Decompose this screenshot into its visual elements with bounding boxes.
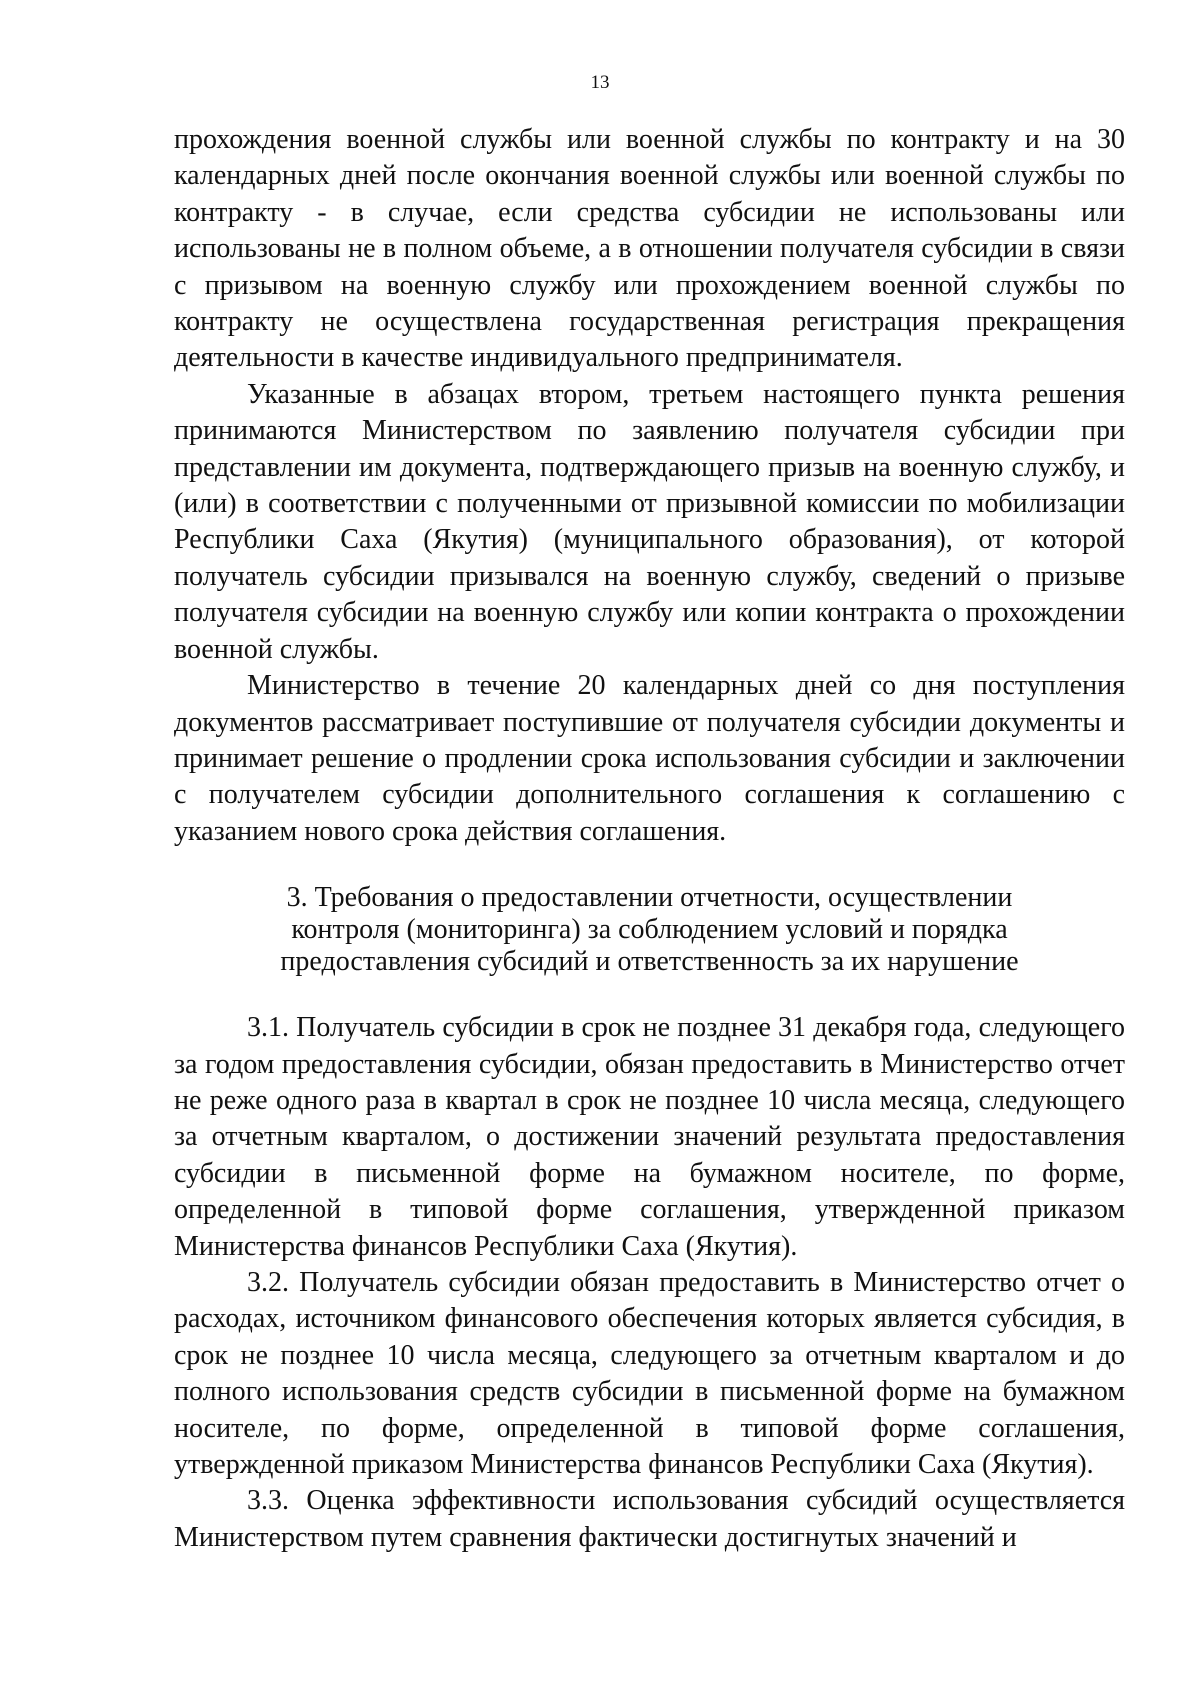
paragraph-decisions: Указанные в абзацах втором, третьем настоящего пункта решения принимаются Министерством по заявлению получателя субсидии при представлении им документа, подтверждающего призыв на военную службу, и (или) в соответствии с полученными от призывной комиссии по мобилизации Республики Саха (Якутия) (муниципального образования), от которой получатель субсидии призывался на военную службу, сведений о призыве получателя субсидии на военную службу или копии контракта о прохождении военной службы.: [174, 378, 1125, 665]
paragraph-3-1: 3.1. Получатель субсидии в срок не позднее 31 декабря года, следующего за годом предоставления субсидии, обязан предоставить в Министерство отчет не реже одного раза в квартал в срок не позднее 10 числа месяца, следующего за отчетным кварталом, о достижении значений результата предоставления субсидии в письменной форме на бумажном носителе, по форме, определенной в типовой форме соглашения, утвержденной приказом Министерства финансов Республики Саха (Якутия).: [174, 1012, 1125, 1262]
section-heading-line: 3. Требования о предоставлении отчетности, осуществлении: [286, 882, 1013, 914]
page-number: 13: [590, 72, 610, 93]
paragraph-ministry-review: Министерство в течение 20 календарных дней со дня поступления документов рассматривает поступившие от получателя субсидии документы и принимает решение о продлении срока использования субсидии и заключении с получателем субсидии дополнительного соглашения к соглашению с указанием нового срока действия соглашения.: [174, 670, 1125, 847]
paragraph-continuation: прохождения военной службы или военной службы по контракту и на 30 календарных дней после окончания военной службы или военной службы по контракту - в случае, если средства субсидии не использованы или использованы не в полном объеме, а в отношении получателя субсидии в связи с призывом на военную службу или прохождением военной службы по контракту не осуществлена государственная регистрация прекращения деятельности в качестве индивидуального предпринимателя.: [174, 124, 1125, 374]
paragraph-3-2: 3.2. Получатель субсидии обязан предоставить в Министерство отчет о расходах, источником финансового обеспечения которых является субсидия, в срок не позднее 10 числа месяца, следующего за отчетным кварталом и до полного использования средств субсидии в письменной форме на бумажном носителе, по форме, определенной в типовой форме соглашения, утвержденной приказом Министерства финансов Республики Саха (Якутия).: [174, 1266, 1125, 1480]
paragraph-3-3: 3.3. Оценка эффективности использования субсидий осуществляется Министерством путем сравнения фактически достигнутых значений и: [174, 1485, 1125, 1553]
section-heading: [174, 882, 1125, 978]
document-body: [174, 122, 1125, 1556]
section-heading-line: контроля (мониторинга) за соблюдением условий и порядка: [291, 914, 1008, 946]
section-heading-line: предоставления субсидий и ответственность за их нарушение: [280, 946, 1019, 978]
